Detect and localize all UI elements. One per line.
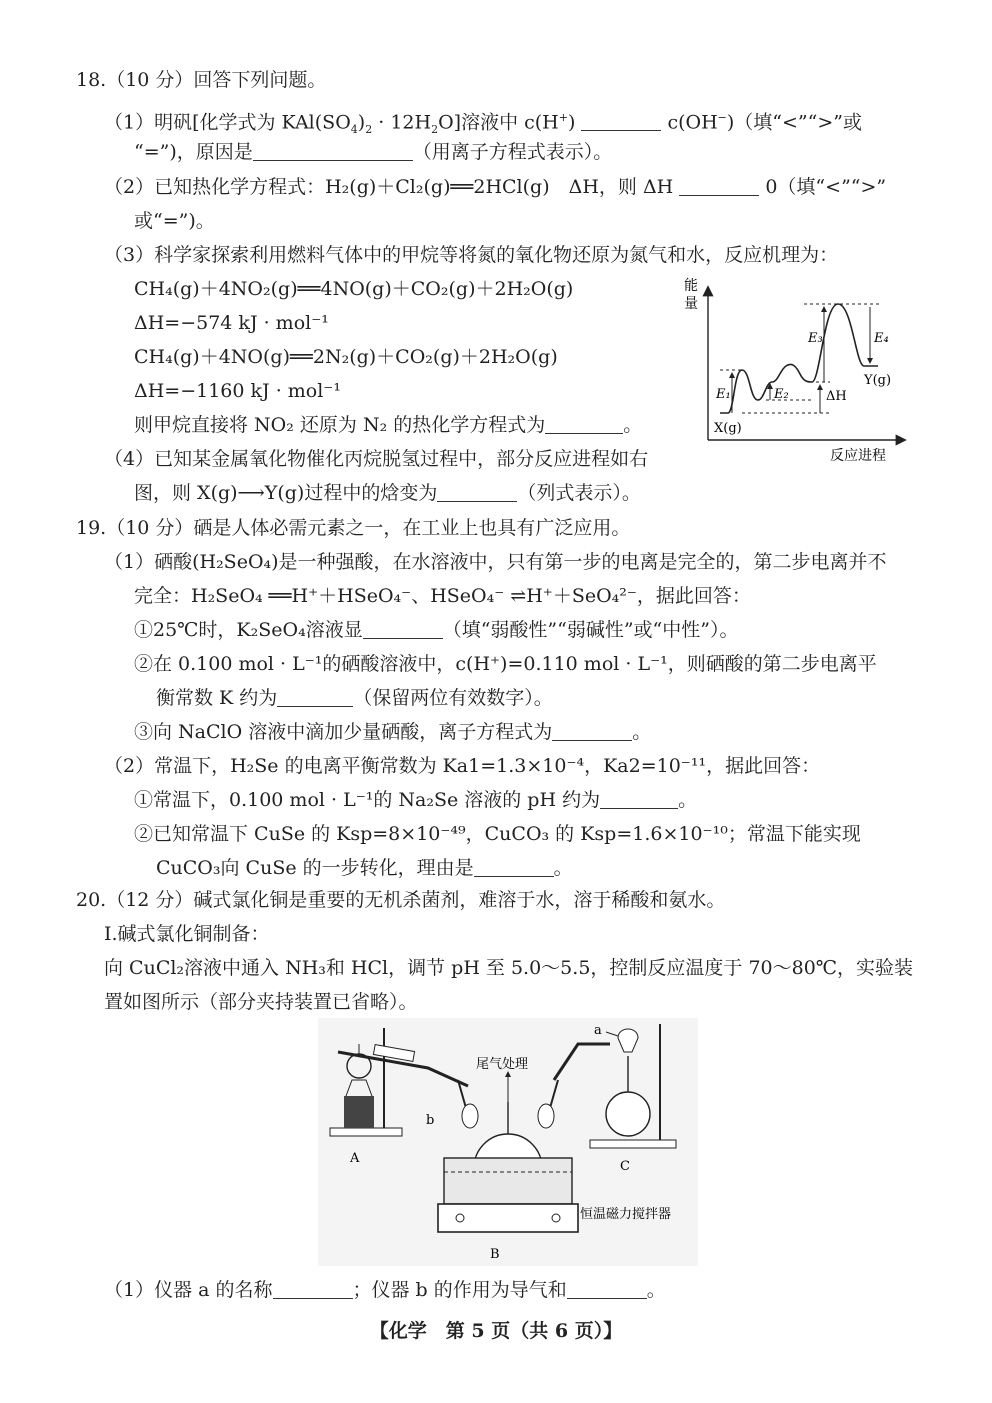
label-apparatus-b: B xyxy=(490,1247,500,1262)
text: （2）已知热化学方程式：H₂(g)＋Cl₂(g)══2HCl(g) ΔH，则 ΔH xyxy=(104,176,674,198)
answer-blank[interactable] xyxy=(363,620,443,639)
label-apparatus-c: C xyxy=(620,1159,630,1174)
q18-dh1: ΔH=−574 kJ · mol⁻¹ xyxy=(134,312,329,334)
stand-base-c xyxy=(590,1140,676,1148)
q20-q1 xyxy=(104,1278,666,1302)
bulb-right xyxy=(538,1104,554,1128)
q19-p2-sub1 xyxy=(134,788,697,812)
answer-blank[interactable] xyxy=(273,1280,353,1299)
text: 0（填“<”“>” xyxy=(765,176,887,198)
q19-p1-sub3 xyxy=(134,720,651,744)
q18-p2-line2: 或“=”)。 xyxy=(134,210,215,232)
answer-blank[interactable] xyxy=(277,688,353,707)
magnetic-stirrer xyxy=(438,1204,578,1232)
q18-eq1: CH₄(g)＋4NO₂(g)══4NO(g)＋CO₂(g)＋2H₂O(g) xyxy=(134,278,574,300)
text: 。 xyxy=(553,857,573,879)
stand-base-a xyxy=(330,1128,402,1136)
y-axis-label-2: 量 xyxy=(684,296,698,312)
energy-curve xyxy=(720,304,878,413)
text: ) xyxy=(357,111,366,134)
text: （保留两位有效数字）。 xyxy=(353,687,553,709)
q19-p2-sub2: ②已知常温下 CuSe 的 Ksp=8×10⁻⁴⁹，CuCO₃ 的 Ksp=1.6×10⁻¹⁰；常温下能实现 xyxy=(134,823,861,845)
q18-p1-line1 xyxy=(104,106,862,142)
q18-p3-intro: （3）科学家探索利用燃料气体中的甲烷等将氮的氧化物还原为氮气和水，反应机理为： xyxy=(104,244,839,266)
answer-blank[interactable] xyxy=(552,722,632,741)
q18-p1-line2 xyxy=(134,140,612,164)
e3-label: E₃ xyxy=(808,331,823,346)
q18-p4-line1: （4）已知某金属氧化物催化丙烷脱氢过程中，部分反应进程如右 xyxy=(104,448,649,470)
answer-blank[interactable] xyxy=(253,142,413,161)
y-axis-label-1: 能 xyxy=(684,278,698,294)
x-axis-label: 反应进程 xyxy=(830,448,886,464)
text: 2 xyxy=(365,123,373,137)
answer-blank[interactable] xyxy=(437,483,517,502)
e2-label: E₂ xyxy=(774,387,789,402)
q19-p1-sub1 xyxy=(134,618,738,642)
q20-intro-line2: 置如图所示（部分夹持装置已省略）。 xyxy=(104,991,418,1013)
q18-eq2: CH₄(g)＋4NO(g)══2N₂(g)＋CO₂(g)＋2H₂O(g) xyxy=(134,346,558,368)
answer-blank[interactable] xyxy=(567,1280,647,1299)
q18-header: 18.（10 分）回答下列问题。 xyxy=(76,69,327,91)
text: ①25℃时，K₂SeO₄溶液显 xyxy=(134,619,363,641)
text: 。 xyxy=(623,414,643,436)
answer-blank[interactable] xyxy=(581,112,661,131)
flask-c xyxy=(606,1092,650,1136)
answer-blank[interactable] xyxy=(545,415,623,434)
q19-header: 19.（10 分）硒是人体必需元素之一，在工业上也具有广泛应用。 xyxy=(76,517,631,539)
text: · 12H xyxy=(372,111,432,134)
page-footer: 【化学 第 5 页（共 6 页）】 xyxy=(369,1320,623,1342)
text: “=”)，原因是 xyxy=(134,141,253,163)
text: （填“弱酸性”“弱碱性”或“中性”）。 xyxy=(442,619,739,641)
y-state-label: Y(g) xyxy=(864,373,892,388)
q18-p2-line1 xyxy=(104,175,886,199)
answer-blank[interactable] xyxy=(474,858,554,877)
text: 图，则 X(g)⟶Y(g)过程中的焓变为 xyxy=(134,482,438,504)
q20-section-1: Ⅰ.碱式氯化铜制备： xyxy=(104,923,270,945)
text: c(OH xyxy=(667,111,718,134)
text: 。 xyxy=(632,721,652,743)
e1-label: E₁ xyxy=(716,387,731,402)
label-apparatus-a: A xyxy=(350,1151,360,1166)
water-bath xyxy=(444,1158,572,1204)
text: ③向 NaClO 溶液中滴加少量硒酸，离子方程式为 xyxy=(134,721,553,743)
q18-p4-line2 xyxy=(134,481,641,505)
q19-p1-sub2-cont xyxy=(156,686,553,710)
text: O]溶液中 c(H xyxy=(438,111,559,134)
text: （1）仪器 a 的名称 xyxy=(104,1279,273,1301)
label-tail-gas: 尾气处理 xyxy=(476,1057,529,1072)
q19-p2-sub2-cont xyxy=(156,856,573,880)
text: CuCO₃向 CuSe 的一步转化，理由是 xyxy=(156,857,474,879)
apparatus-figure xyxy=(318,1018,698,1266)
e4-label: E₄ xyxy=(874,331,889,346)
text: ；仪器 b 的作用为导气和 xyxy=(352,1279,567,1301)
text: + xyxy=(558,111,568,124)
text: 4 xyxy=(350,123,358,137)
text: ①常温下，0.100 mol · L⁻¹的 Na₂Se 溶液的 pH 约为 xyxy=(134,789,601,811)
q19-p1-sub2: ②在 0.100 mol · L⁻¹的硒酸溶液中，c(H⁺)=0.110 mol · L⁻¹，则硒酸的第二步电离平 xyxy=(134,653,877,675)
burner-a xyxy=(344,1096,374,1128)
q19-p1-line2: 完全：H₂SeO₄ ══H⁺＋HSeO₄⁻、HSeO₄⁻ ⇌H⁺＋SeO₄²⁻，据此回答： xyxy=(134,585,751,607)
label-b: b xyxy=(426,1113,435,1128)
text: )（填“<”“>”或 xyxy=(726,111,862,134)
text: （列式表示）。 xyxy=(517,482,641,504)
text: 。 xyxy=(646,1279,666,1301)
label-stirrer: 恒温磁力搅拌器 xyxy=(580,1207,672,1222)
text: 。 xyxy=(678,789,698,811)
energy-diagram xyxy=(680,270,912,468)
text: − xyxy=(717,111,727,124)
text: （用离子方程式表示）。 xyxy=(412,141,613,163)
q19-p1-line1: （1）硒酸(H₂SeO₄)是一种强酸，在水溶液中，只有第一步的电离是完全的，第二步电离并不 xyxy=(104,551,887,573)
text: （1）明矾[化学式为 KAl(SO xyxy=(104,111,351,134)
answer-blank[interactable] xyxy=(600,790,678,809)
dh-label: ΔH xyxy=(826,389,847,404)
q20-intro-line1: 向 CuCl₂溶液中通入 NH₃和 HCl，调节 pH 至 5.0～5.5，控制反应温度于 70～80℃，实验装 xyxy=(104,957,914,979)
text: 2 xyxy=(431,123,439,137)
label-a: a xyxy=(594,1023,602,1038)
text: ) xyxy=(567,111,576,134)
text: 则甲烷直接将 NO₂ 还原为 N₂ 的热化学方程式为 xyxy=(134,414,546,436)
answer-blank[interactable] xyxy=(679,177,759,196)
q18-dh2: ΔH=−1160 kJ · mol⁻¹ xyxy=(134,380,341,402)
bulb-b xyxy=(462,1104,478,1128)
x-state-label: X(g) xyxy=(714,421,742,436)
q20-header: 20.（12 分）碱式氯化铜是重要的无机杀菌剂，难溶于水，溶于稀酸和氨水。 xyxy=(76,889,726,911)
text: 衡常数 K 约为 xyxy=(156,687,278,709)
q18-p3-question xyxy=(134,413,642,437)
q19-p2-line1: （2）常温下，H₂Se 的电离平衡常数为 Ka1=1.3×10⁻⁴，Ka2=10⁻¹¹，据此回答： xyxy=(104,755,821,777)
